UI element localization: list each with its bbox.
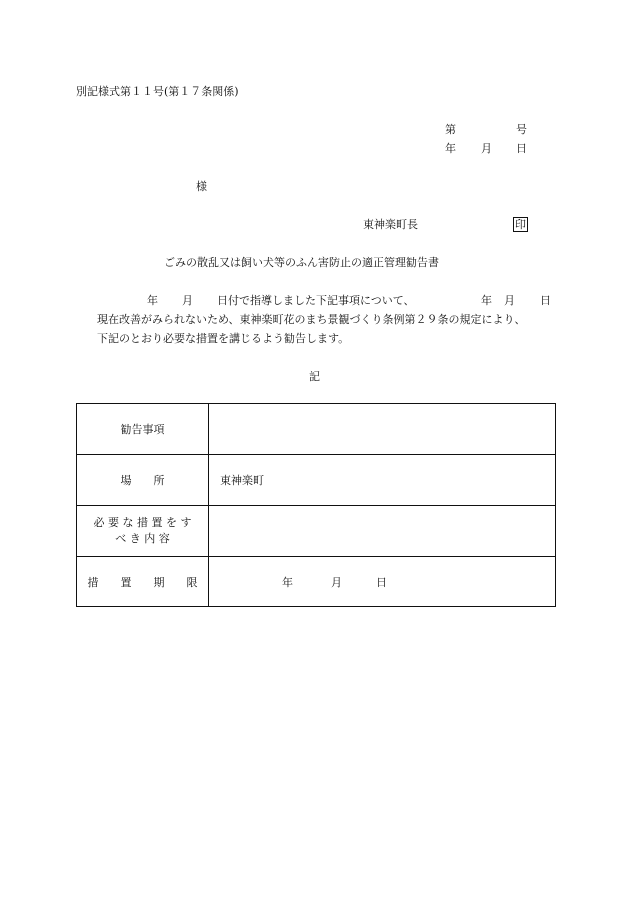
period-year: 年 [282, 576, 293, 589]
row-value: 東神楽町 [220, 474, 264, 487]
document-title: ごみの散乱又は飼い犬等のふん害防止の適正管理勧告書 [164, 256, 439, 269]
table-row [77, 557, 555, 606]
body-line1-year2: 年 [481, 294, 492, 307]
date-month: 月 [481, 142, 492, 155]
body-line1-year: 年 [147, 294, 158, 307]
row-label: 勧告事項 [77, 404, 209, 454]
body-line3: 下記のとおり必要な措置を講じるよう勧告します。 [97, 332, 350, 345]
row-label: 必 要 な 措 置 を す べ き 内 容 [77, 506, 209, 556]
doc-number-suffix: 号 [516, 123, 527, 136]
issuer: 東神楽町長 [363, 218, 418, 231]
row-label: 場 所 [77, 455, 209, 505]
date-day: 日 [516, 142, 527, 155]
addressee-suffix: 様 [196, 180, 207, 193]
body-line1-day2: 日 [540, 294, 551, 307]
row-label: 措 置 期 限 [77, 557, 209, 606]
body-line1-month2: 月 [504, 294, 515, 307]
doc-number-prefix: 第 [445, 123, 456, 136]
date-year: 年 [445, 142, 456, 155]
seal-stamp: 印 [515, 218, 526, 231]
table-row [77, 404, 555, 455]
table-row [77, 506, 555, 557]
body-line1-month: 月 [182, 294, 193, 307]
period-day: 日 [376, 576, 387, 589]
details-table [76, 403, 556, 607]
ki-heading: 記 [309, 370, 320, 383]
period-month: 月 [331, 576, 342, 589]
table-row [77, 455, 555, 506]
body-line2: 現在改善がみられないため、東神楽町花のまち景観づくり条例第２９条の規定により、 [97, 313, 526, 326]
body-line1-text: 日付で指導しました下記事項について、 [217, 294, 415, 307]
form-id: 別記様式第１１号(第１７条関係) [76, 85, 239, 98]
